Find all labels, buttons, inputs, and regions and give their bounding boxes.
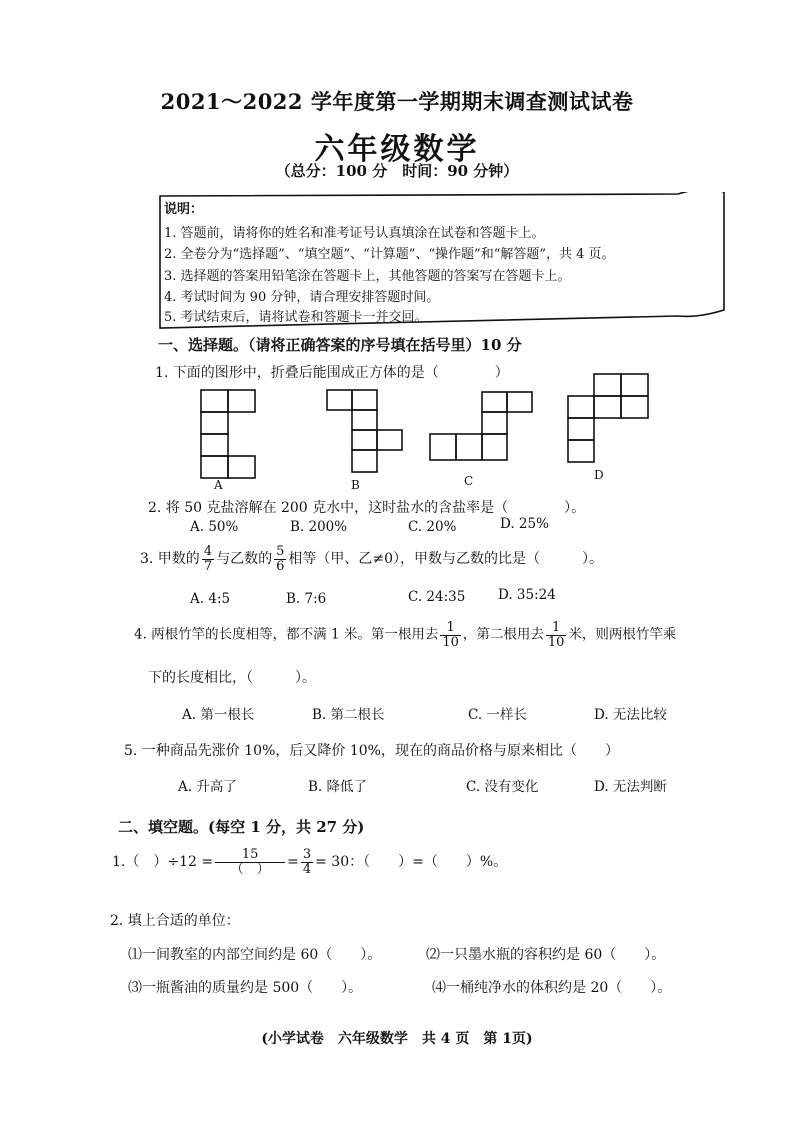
page-footer: (小学试卷 六年级数学 共 4 页 第 1页): [261, 1031, 533, 1047]
s2-q1-eq: =: [287, 854, 299, 871]
fraction-numerator: 15: [215, 848, 285, 863]
net-b-label: B: [351, 478, 360, 492]
net-c-label: C: [464, 474, 474, 488]
notice-heading: 说明：: [164, 202, 204, 217]
q3-option-b: B. 7:6: [286, 591, 327, 607]
exam-title: 2021～2022 学年度第一学期期末调查测试试卷: [160, 89, 634, 114]
net-a-figure: [200, 388, 260, 482]
net-d-figure: [566, 372, 658, 464]
notice-item: 5. 考试结束后，请将试卷和答题卡一并交回。: [164, 310, 428, 325]
net-c-figure: [428, 388, 540, 464]
s2-q1-prefix: 1.（ ）÷12 =: [112, 854, 214, 871]
q5-option-c: C. 没有变化: [466, 779, 539, 795]
s2-q2-item-2: ⑵一只墨水瓶的容积约是 60（ ）。: [426, 947, 666, 963]
subject-title: 六年级数学: [314, 132, 480, 167]
fraction-numerator: 1: [546, 621, 567, 636]
q4-line: [134, 621, 676, 649]
q3-option-a: A. 4:5: [190, 591, 231, 607]
q3-prefix: 3. 甲数的: [140, 551, 200, 568]
net-d-label: D: [594, 468, 604, 482]
s2-q1-fraction-1: [215, 848, 285, 876]
s2-q1-suffix: = 30：（ ）=（ ）%。: [315, 854, 508, 871]
notice-item: 3. 选择题的答案用铅笔涂在答题卡上，其他答题的答案写在答题卡上。: [164, 269, 571, 284]
fraction-numerator: 3: [302, 847, 312, 862]
q4-suffix: 米，则两根竹竿乘: [568, 626, 677, 643]
q4-option-d: D. 无法比较: [594, 707, 667, 723]
fraction-denominator: （ ）: [230, 861, 270, 877]
q4-option-c: C. 一样长: [468, 707, 527, 723]
score-time: （总分：100 分 时间：90 分钟）: [275, 162, 519, 180]
q3-line: [140, 545, 603, 573]
q4-line2: 下的长度相比，（ ）。: [148, 670, 316, 686]
notice-item: 2. 全卷分为“选择题”、“填空题”、“计算题”、“操作题”和“解答题”，共 4 页。: [164, 247, 615, 262]
q5-option-d: D. 无法判断: [594, 779, 667, 795]
q3-fraction-2: [274, 545, 286, 573]
fraction-denominator: 4: [302, 861, 312, 877]
net-a-label: A: [214, 478, 223, 492]
s2-q2-item-1: ⑴一间教室的内部空间约是 60（ ）。: [128, 947, 382, 963]
q5-text: 5. 一种商品先涨价 10%，后又降价 10%，现在的商品价格与原来相比（ ）: [124, 743, 619, 759]
q5-option-a: A. 升高了: [178, 779, 237, 795]
q3-option-d: D. 35:24: [498, 587, 556, 603]
fraction-denominator: 6: [276, 558, 285, 574]
q3-fraction-1: [202, 545, 214, 573]
q4-prefix: 4. 两根竹竿的长度相等，都不满 1 米。第一根用去: [134, 626, 439, 643]
s2-q1-line: [112, 848, 507, 876]
section2-title: 二、填空题。(每空 1 分，共 27 分): [118, 818, 365, 836]
q4-middle: ，第二根用去: [462, 626, 544, 643]
s2-q2-item-4: ⑷一桶纯净水的体积约是 20（ ）。: [432, 980, 672, 996]
q3-suffix: 相等（甲、乙≠0），甲数与乙数的比是（ ）。: [288, 551, 604, 568]
q3-option-c: C. 24:35: [408, 589, 466, 605]
q2-option-a: A. 50%: [190, 519, 239, 535]
notice-box: [158, 192, 726, 330]
notice-item: 4. 考试时间为 90 分钟，请合理安排答题时间。: [164, 290, 440, 305]
q2-text: 2. 将 50 克盐溶解在 200 克水中，这时盐水的含盐率是（ ）。: [148, 500, 586, 516]
q4-option-b: B. 第二根长: [312, 707, 385, 723]
q4-fraction-1: [440, 621, 461, 649]
fraction-denominator: 10: [547, 634, 565, 650]
fraction-numerator: 1: [440, 621, 461, 636]
s2-q2-text: 2. 填上合适的单位：: [110, 913, 240, 929]
notice-item: 1. 答题前，请将你的姓名和准考证号认真填涂在试卷和答题卡上。: [164, 226, 545, 241]
s2-q1-fraction-2: [301, 848, 313, 876]
q2-option-b: B. 200%: [290, 519, 348, 535]
fraction-denominator: 10: [442, 634, 459, 650]
q3-middle: 与乙数的: [216, 551, 273, 568]
fraction-denominator: 7: [203, 558, 213, 574]
q4-fraction-2: [546, 621, 567, 649]
q2-option-c: C. 20%: [408, 519, 457, 535]
q2-option-d: D. 25%: [500, 516, 549, 532]
fraction-numerator: 5: [276, 544, 285, 559]
q4-option-a: A. 第一根长: [182, 707, 255, 723]
net-b-figure: [326, 388, 406, 482]
s2-q2-item-3: ⑶一瓶酱油的质量约是 500（ ）。: [128, 980, 363, 996]
fraction-numerator: 4: [203, 544, 213, 559]
section1-title: 一、选择题。（请将正确答案的序号填在括号里）10 分: [158, 336, 522, 354]
q5-option-b: B. 降低了: [308, 779, 368, 795]
q1-text: 1. 下面的图形中，折叠后能围成正方体的是（ ）: [155, 365, 509, 381]
